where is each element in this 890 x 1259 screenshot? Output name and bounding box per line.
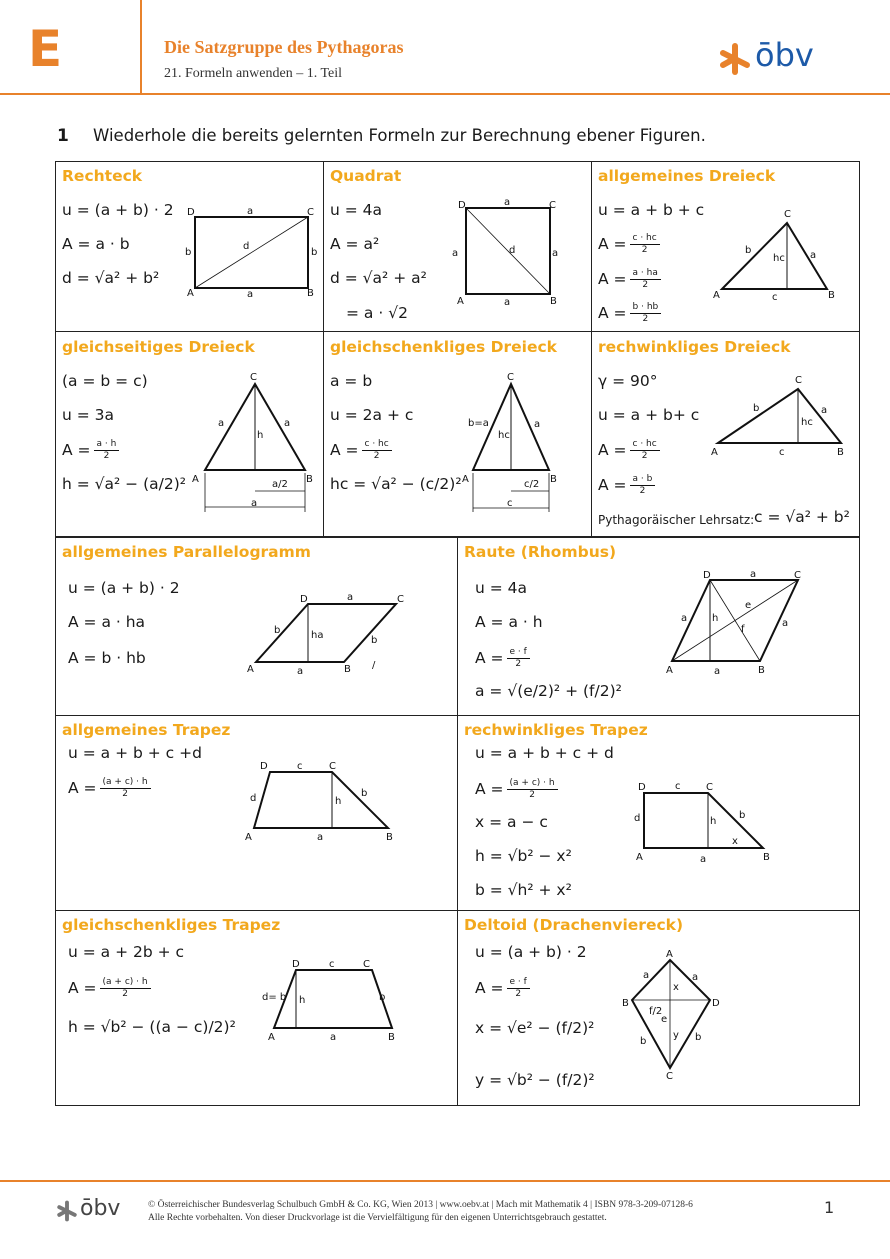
side-label: a [347, 592, 354, 603]
cell-title-gleichschenklig: gleichschenkliges Dreieck [330, 338, 557, 356]
vertex-label: C [329, 761, 336, 772]
formula: A = a · ha [68, 613, 146, 631]
grid-line [55, 910, 860, 911]
formula: A = a² [330, 235, 380, 253]
formula: u = (a + b) · 2 [62, 201, 174, 219]
formula: u = a + 2b + c [68, 943, 185, 961]
grid-line [457, 537, 458, 1106]
footer-logo-star-icon [56, 1200, 78, 1222]
formula: A = $\frac{a \cdot h}{2}$ [62, 439, 119, 462]
side-label: h [257, 430, 264, 441]
cell-title-parallelogramm: allgemeines Parallelogramm [62, 543, 311, 561]
side-label: d [509, 245, 516, 256]
vertex-label: C [307, 207, 314, 218]
vertex-label: C [250, 372, 257, 383]
formula: u = (a + b) · 2 [475, 943, 587, 961]
side-label: c/2 [524, 479, 540, 490]
formula: A = a · b [62, 235, 130, 253]
footer-line-2: Alle Rechte vorbehalten. Von dieser Druckvorlage ist die Vervielfältigung für den eigenen Unterrichtsgebrauch gestattet. [148, 1213, 607, 1223]
rectangle-figure [185, 203, 320, 298]
side-label: h [335, 796, 342, 807]
formula: (a = b = c) [62, 372, 148, 390]
side-label: a [247, 206, 254, 217]
task-instruction: Wiederhole die bereits gelernten Formeln zur Berechnung ebener Figuren. [93, 126, 706, 145]
oebv-logo-text: ōbv [755, 36, 814, 74]
formula: a = b [330, 372, 373, 390]
formula: d = √a² + a² [330, 269, 427, 287]
formula: γ = 90° [598, 372, 658, 390]
side-label: b [695, 1032, 702, 1043]
side-label: a [247, 289, 254, 300]
cell-title-deltoid: Deltoid (Drachenviereck) [464, 916, 684, 934]
side-label: c [507, 498, 513, 509]
side-label: a [782, 618, 789, 629]
side-label: b [753, 403, 760, 414]
formula: h = √b² − ((a − c)/2)² [68, 1018, 236, 1036]
side-label: a [692, 972, 699, 983]
side-label: a [534, 419, 541, 430]
side-label: b [311, 247, 318, 258]
formula: u = a + b + c +d [68, 744, 202, 762]
side-label: hc [801, 417, 813, 428]
formula: A = $\frac{e \cdot f}{2}$ [475, 977, 530, 1000]
equilateral-triangle-figure [190, 370, 320, 515]
vertex-label: A [192, 474, 199, 485]
side-label: h [710, 816, 717, 827]
vertex-label: D [712, 998, 720, 1009]
cell-title-allg-dreieck: allgemeines Dreieck [598, 167, 776, 185]
cell-title-gleichseitig: gleichseitiges Dreieck [62, 338, 255, 356]
vertex-label: C [706, 782, 713, 793]
formula: d = √a² + b² [62, 269, 160, 287]
side-label: a [643, 970, 650, 981]
vertex-label: D [638, 782, 646, 793]
isosceles-triangle-figure [458, 370, 568, 515]
vertex-label: A [666, 949, 673, 960]
trapezoid-figure [242, 756, 402, 846]
vertex-label: B [550, 474, 557, 485]
formula: h = √b² − x² [475, 847, 572, 865]
vertex-label: C [549, 200, 556, 211]
side-label: c [329, 959, 335, 970]
side-label: a [810, 250, 817, 261]
formula: A = $\frac{(a + c) \cdot h}{2}$ [68, 777, 151, 800]
vertex-label: C [507, 372, 514, 383]
formula: A = $\frac{(a + c) \cdot h}{2}$ [475, 778, 558, 801]
vertex-label: C [363, 959, 370, 970]
formula: x = a − c [475, 813, 548, 831]
vertex-label: C [784, 209, 791, 220]
triangle-figure [712, 206, 840, 302]
side-label: a/2 [272, 479, 288, 490]
vertex-label: B [622, 998, 629, 1009]
side-label: c [772, 292, 778, 303]
vertex-label: A [713, 290, 720, 301]
formula: A = $\frac{a \cdot ha}{2}$ [598, 268, 661, 291]
side-label: f/2 [649, 1006, 663, 1017]
formula: u = a + b + c [598, 201, 705, 219]
vertex-label: D [300, 594, 308, 605]
side-label: a [317, 832, 324, 843]
side-label: b [185, 247, 192, 258]
side-label: d= b [262, 992, 287, 1003]
cell-title-rechtwinklig: rechwinkliges Dreieck [598, 338, 791, 356]
side-label: a [218, 418, 225, 429]
vertex-label: B [306, 474, 313, 485]
side-label: h [299, 995, 306, 1006]
chapter-letter: E [28, 20, 63, 78]
side-label: a [552, 248, 559, 259]
vertex-label: A [462, 474, 469, 485]
vertex-label: B [386, 832, 393, 843]
vertex-label: C [397, 594, 404, 605]
vertex-label: D [260, 761, 268, 772]
side-label: b [274, 625, 281, 636]
page-title: Die Satzgruppe des Pythagoras [164, 37, 404, 57]
cell-title-trapez: allgemeines Trapez [62, 721, 231, 739]
page-subtitle: 21. Formeln anwenden – 1. Teil [164, 66, 343, 81]
vertex-label: A [666, 665, 673, 676]
footer-logo-text: ōbv [80, 1196, 121, 1221]
formula: A = $\frac{c \cdot hc}{2}$ [330, 439, 392, 462]
formula: = a · √2 [346, 304, 408, 322]
vertex-label: A [457, 296, 464, 307]
side-label: c [779, 447, 785, 458]
side-label: b=a [468, 418, 489, 429]
vertex-label: A [247, 664, 254, 675]
side-label: f [741, 624, 745, 635]
formula: b = √h² + x² [475, 881, 572, 899]
side-label: a [297, 666, 304, 677]
side-label: b [361, 788, 368, 799]
header-divider-horizontal [0, 93, 890, 95]
formula: a = √(e/2)² + (f/2)² [475, 682, 622, 700]
formula: A = $\frac{b \cdot hb}{2}$ [598, 302, 661, 325]
side-label: a [330, 1032, 337, 1043]
cell-title-gs-trapez: gleichschenkliges Trapez [62, 916, 281, 934]
vertex-label: B [837, 447, 844, 458]
footer-line-1: © Österreichischer Bundesverlag Schulbuch GmbH & Co. KG, Wien 2013 | www.oebv.at | Mach mit Mathematik 4 | ISBN 978-3-209-07128-6 [148, 1200, 693, 1210]
side-label: a [504, 197, 511, 208]
vertex-label: B [758, 665, 765, 676]
side-label: x [732, 836, 738, 847]
vertex-label: A [245, 832, 252, 843]
formula: A = $\frac{c \cdot hc}{2}$ [598, 439, 660, 462]
formula: u = a + b + c + d [475, 744, 614, 762]
formula: u = 2a + c [330, 406, 414, 424]
stray-mark: / [372, 660, 376, 671]
side-label: a [284, 418, 291, 429]
vertex-label: C [666, 1071, 673, 1082]
side-label: x [673, 982, 679, 993]
vertex-label: A [268, 1032, 275, 1043]
side-label: d [250, 793, 257, 804]
formula: A = $\frac{a \cdot b}{2}$ [598, 474, 655, 497]
side-label: b [745, 245, 752, 256]
vertex-label: B [763, 852, 770, 863]
vertex-label: D [703, 570, 711, 581]
formula: hc = √a² − (c/2)² [330, 475, 462, 493]
cell-title-raute: Raute (Rhombus) [464, 543, 617, 561]
square-figure [452, 196, 562, 308]
formula: u = a + b+ c [598, 406, 700, 424]
side-label: b [371, 635, 378, 646]
parallelogram-figure [244, 588, 414, 678]
side-label: d [243, 241, 250, 252]
page-number: 1 [824, 1198, 835, 1217]
vertex-label: D [292, 959, 300, 970]
formula: A = $\frac{c \cdot hc}{2}$ [598, 233, 660, 256]
side-label: a [452, 248, 459, 259]
pythagoras-note: Pythagoräischer Lehrsatz: [598, 513, 755, 527]
side-label: a [681, 613, 688, 624]
vertex-label: B [828, 290, 835, 301]
side-label: a [750, 569, 757, 580]
vertex-label: C [795, 375, 802, 386]
formula: A = a · h [475, 613, 543, 631]
kite-figure [620, 948, 750, 1084]
side-label: b [640, 1036, 647, 1047]
isosceles-trapezoid-figure [262, 956, 402, 1046]
vertex-label: A [636, 852, 643, 863]
cell-title-quadrat: Quadrat [330, 167, 402, 185]
vertex-label: B [388, 1032, 395, 1043]
grid-line [55, 715, 860, 716]
formula: u = 3a [62, 406, 115, 424]
side-label: b [739, 810, 746, 821]
grid-line [591, 161, 592, 537]
formula: A = $\frac{e \cdot f}{2}$ [475, 647, 530, 670]
side-label: y [673, 1030, 679, 1041]
formula: y = √b² − (f/2)² [475, 1071, 595, 1089]
formula: h = √a² − (a/2)² [62, 475, 186, 493]
right-trapezoid-figure [630, 776, 780, 866]
right-triangle-figure [708, 373, 850, 459]
grid-line [323, 161, 324, 537]
side-label: ha [311, 630, 324, 641]
vertex-label: B [550, 296, 557, 307]
side-label: d [634, 813, 641, 824]
vertex-label: A [711, 447, 718, 458]
header-divider-vertical [140, 0, 142, 93]
formula: u = 4a [475, 579, 528, 597]
grid-line [55, 331, 860, 332]
side-label: a [700, 854, 707, 865]
side-label: c [297, 761, 303, 772]
formula: x = √e² − (f/2)² [475, 1019, 595, 1037]
formula: A = $\frac{(a + c) \cdot h}{2}$ [68, 977, 151, 1000]
side-label: hc [498, 430, 510, 441]
cell-title-rechteck: Rechteck [62, 167, 143, 185]
side-label: a [504, 297, 511, 308]
vertex-label: B [307, 288, 314, 299]
formula: A = b · hb [68, 649, 146, 667]
side-label: c [675, 781, 681, 792]
formula: u = 4a [330, 201, 383, 219]
pythagoras-formula: c = √a² + b² [754, 508, 850, 526]
side-label: a [714, 666, 721, 677]
vertex-label: B [344, 664, 351, 675]
vertex-label: C [794, 570, 801, 581]
side-label: b [379, 992, 386, 1003]
side-label: e [661, 1014, 668, 1025]
side-label: e [745, 600, 752, 611]
footer-copyright [148, 1199, 693, 1225]
vertex-label: D [458, 200, 466, 211]
oebv-logo-star-icon [718, 42, 752, 76]
side-label: a [821, 405, 828, 416]
side-label: a [251, 498, 258, 509]
vertex-label: D [187, 207, 195, 218]
vertex-label: A [187, 288, 194, 299]
footer-divider [0, 1180, 890, 1182]
side-label: h [712, 613, 719, 624]
rhombus-figure [662, 566, 812, 678]
formula: u = (a + b) · 2 [68, 579, 180, 597]
cell-title-rw-trapez: rechwinkliges Trapez [464, 721, 648, 739]
side-label: hc [773, 253, 785, 264]
task-number: 1 [57, 126, 69, 146]
